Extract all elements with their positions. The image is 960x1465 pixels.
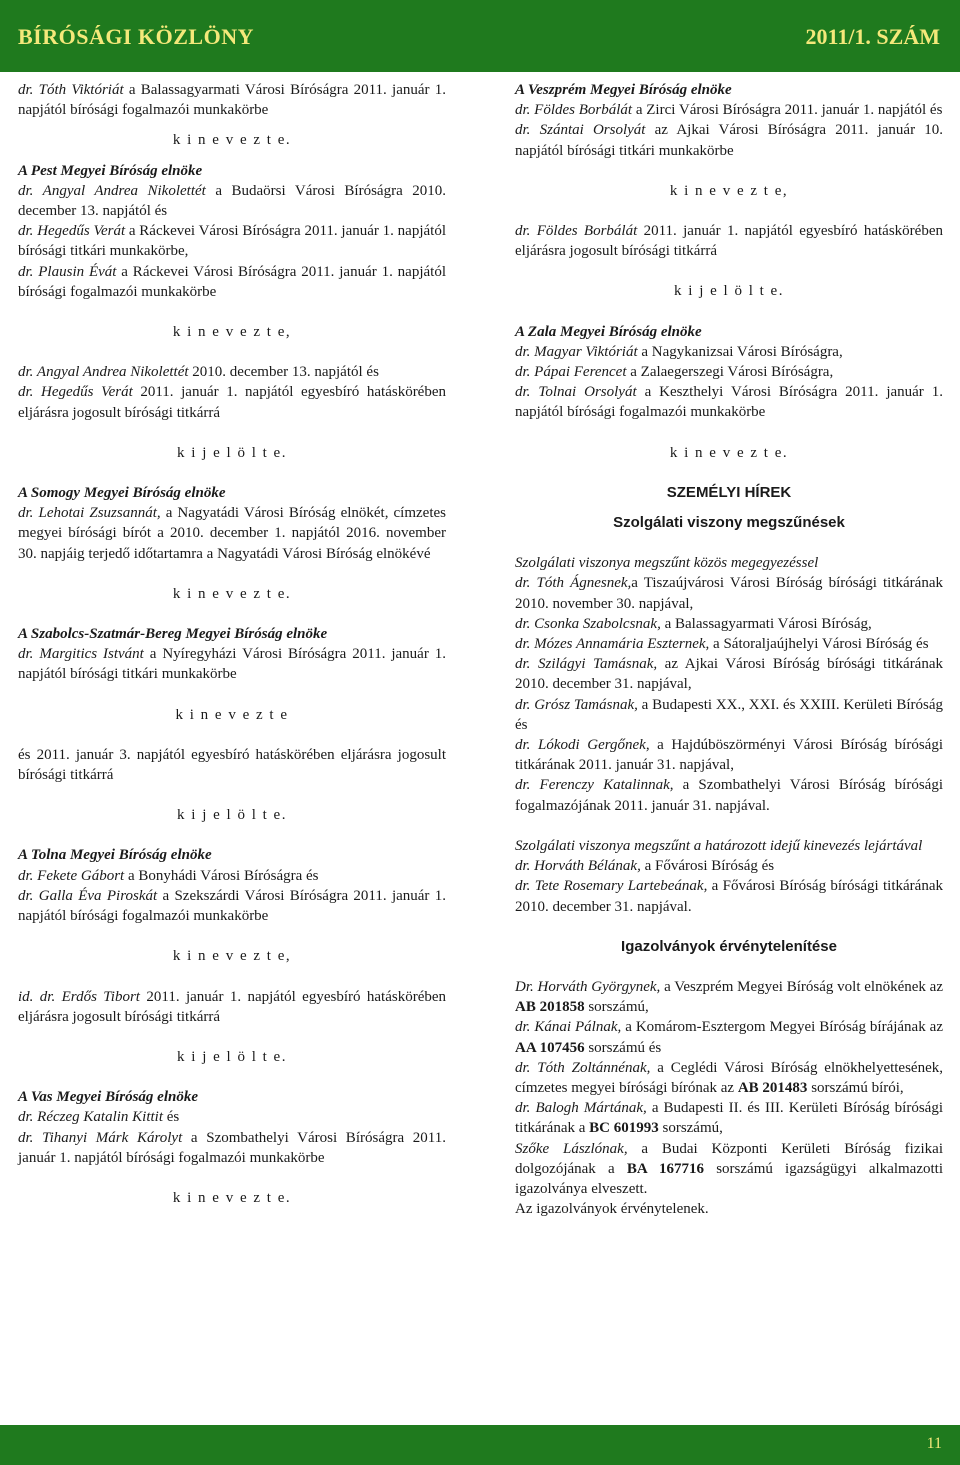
person-name: dr. Hegedűs Verát: [18, 384, 133, 401]
paragraph-text: a Nagykanizsai Városi Bíróságra,: [637, 343, 843, 360]
person-name: dr. Szántai Orsolyát: [515, 122, 646, 139]
person-name: dr. Pápai Ferencet: [515, 364, 627, 381]
person-name: Szőke Lászlónak,: [515, 1140, 628, 1157]
section-heading: A Veszprém Megyei Bíróság elnöke: [515, 82, 732, 98]
verb-line: k i n e v e z t e.: [172, 132, 292, 149]
paragraph: [515, 735, 943, 775]
paragraph: [18, 262, 446, 302]
paragraph: [515, 614, 943, 634]
paragraph: [515, 1098, 943, 1138]
person-name: dr. Mózes Annamária Eszternek,: [515, 636, 710, 653]
right-column: [515, 80, 943, 1219]
paragraph: [515, 775, 943, 815]
paragraph-text: a Budai Központi Kerületi Bíróság fizikai dolgozójának a: [515, 1140, 943, 1177]
person-name: dr. Csonka Szabolcsnak,: [515, 615, 661, 632]
paragraph-text: a Ráckevei Városi Bíróságra 2011. január 1. napjától bírósági titkári munkakörbe,: [18, 223, 446, 260]
paragraph-text: a Fővárosi Bíróság bírósági titkárának 2010. december 31. napjával.: [515, 878, 943, 915]
id-number: AB 201483: [737, 1079, 808, 1096]
person-name: dr. Horváth Bélának,: [515, 858, 641, 875]
person-name: dr. Lehotai Zsuzsannát,: [18, 505, 161, 522]
paragraph: [515, 120, 943, 160]
id-number: BC 601993: [589, 1120, 659, 1137]
person-name: dr. Földes Borbálát: [515, 223, 638, 240]
paragraph-text: 2011. január 1. napjától egyesbíró hatáskörében eljárásra jogosult bírósági titkárrá: [515, 223, 943, 260]
person-name: dr. Angyal Andrea Nikolettét: [18, 182, 206, 199]
paragraph: [515, 634, 943, 654]
paragraph-text: sorszámú,: [658, 1120, 723, 1137]
person-name: dr. Lókodi Gergőnek,: [515, 737, 650, 754]
paragraph-text: sorszámú igazságügyi alkalmazotti igazolványa elveszett.: [515, 1160, 944, 1197]
paragraph-text: a Balassagyarmati Városi Bíróságra 2011. január 1. napjától bírósági fogalmazói munkakörbe: [18, 82, 447, 119]
section-heading: A Vas Megyei Bíróság elnöke: [18, 1089, 199, 1106]
id-number: AB 201858: [515, 999, 585, 1016]
paragraph-text: sorszámú,: [584, 999, 649, 1016]
paragraph-text: a Balassagyarmati Városi Bíróság,: [660, 615, 872, 632]
paragraph-text: az Ajkai Városi Bíróság bírósági titkárának 2010. december 31. napjával,: [515, 656, 943, 693]
person-name: id. dr. Erdős Tibort: [18, 988, 140, 1005]
person-name: dr. Margitics Istvánt: [18, 646, 144, 663]
verb-line: k i j e l ö l t e.: [674, 283, 784, 300]
person-name: dr. Tete Rosemary Lartebeának,: [515, 878, 708, 895]
paragraph: [18, 644, 446, 684]
paragraph: [18, 382, 446, 422]
paragraph-text: a Ráckevei Városi Bíróságra 2011. január 1. napjától bírósági fogalmazói munkakörbe: [18, 263, 446, 300]
paragraph-text: 2011. január 1. napjától egyesbíró hatáskörében eljárásra jogosult bírósági titkárrá: [18, 384, 447, 421]
paragraph: [515, 695, 943, 735]
paragraph-text: a Zirci Városi Bíróságra 2011. január 1. napjától és: [632, 102, 943, 119]
person-name: dr. Grósz Tamásnak,: [515, 696, 638, 713]
paragraph: [18, 1107, 446, 1127]
paragraph-text: a Szombathelyi Városi Bíróságra 2011. január 1. napjától bírósági fogalmazói munkakörbe: [18, 1129, 446, 1166]
person-name: Dr. Horváth Györgynek,: [515, 978, 661, 995]
person-name: dr. Galla Éva Piroskát: [18, 887, 158, 904]
person-name: dr. Kánai Pálnak,: [515, 1019, 622, 1036]
paragraph-text: 2010. december 13. napjától és: [188, 364, 379, 381]
paragraph-text: a Nyíregyházi Városi Bíróságra 2011. január 1. napjától bírósági titkári munkakörbe: [18, 646, 447, 683]
section-heading: A Zala Megyei Bíróság elnöke: [515, 323, 702, 340]
person-name: dr. Balogh Mártának,: [515, 1100, 647, 1117]
paragraph-text: sorszámú bírói,: [807, 1079, 904, 1096]
paragraph-text: a Fővárosi Bíróság és: [640, 858, 775, 875]
section-heading: A Szabolcs-Szatmár-Bereg Megyei Bíróság elnöke: [18, 626, 328, 643]
paragraph: [515, 362, 943, 382]
verb-line: k i n e v e z t e,: [669, 182, 789, 199]
section-heading: A Pest Megyei Bíróság elnöke: [18, 162, 203, 179]
paragraph: [515, 573, 943, 613]
id-cards-title: Igazolványok érvénytelenítése: [621, 937, 837, 955]
person-name: dr. Tóth Viktóriát: [18, 82, 124, 98]
paragraph-text: a Ceglédi Városi Bíróság elnökhelyettesének, címzetes megyei bírósági bírónak az: [515, 1059, 943, 1096]
paragraph-text: a Tiszaújvárosi Városi Bíróság bírósági titkárának 2010. november 30. napjával,: [515, 575, 943, 612]
person-name: dr. Tihanyi Márk Károlyt: [18, 1129, 183, 1146]
paragraph: [515, 654, 943, 694]
paragraph: [18, 1128, 446, 1168]
subsection-title: Szolgálati viszonya megszűnt a határozott idejű kinevezés lejártával: [515, 837, 923, 854]
paragraph: [18, 80, 446, 120]
verb-line: k i n e v e z t e.: [669, 444, 789, 461]
paragraph: [18, 181, 446, 221]
paragraph: [515, 342, 943, 362]
paragraph: [515, 382, 943, 422]
person-name: dr. Plausin Évát: [18, 263, 117, 280]
person-name: dr. Hegedűs Verát: [18, 223, 126, 240]
verb-line: k i n e v e z t e,: [172, 948, 292, 965]
paragraph: [515, 977, 943, 1017]
verb-line: k i j e l ö l t e.: [177, 1048, 287, 1065]
verb-line: k i j e l ö l t e.: [177, 807, 287, 824]
person-name: dr. Fekete Gábort: [18, 867, 125, 884]
paragraph-text: a Komárom-Esztergom Megyei Bíróság bírájának az: [621, 1019, 943, 1036]
paragraph-text: a Sátoraljaújhelyi Városi Bíróság és: [709, 636, 929, 653]
paragraph-text: és: [163, 1109, 180, 1126]
person-name: dr. Szilágyi Tamásnak,: [515, 656, 658, 673]
paragraph-text: a Budapesti XX., XXI. és XXIII. Kerületi Bíróság és: [515, 696, 944, 733]
paragraph: [515, 100, 943, 120]
paragraph: [515, 1058, 943, 1098]
section-heading: A Somogy Megyei Bíróság elnöke: [18, 485, 226, 502]
paragraph: [515, 1017, 943, 1057]
page-footer: [0, 1425, 960, 1465]
person-name: dr. Tóth Zoltánnénak,: [515, 1059, 651, 1076]
paragraph: [515, 1139, 943, 1200]
personal-news-title: SZEMÉLYI HÍREK: [666, 483, 792, 501]
person-name: dr. Magyar Viktóriát: [515, 343, 638, 360]
page-number: 11: [926, 1435, 942, 1452]
person-name: dr. Tóth Ágnesnek,: [515, 575, 632, 592]
paragraph: [18, 866, 446, 886]
paragraph-text: a Hajdúböszörményi Városi Bíróság bírósági titkárának 2011. január 31. napjával,: [515, 737, 943, 774]
journal-title: BÍRÓSÁGI KÖZLÖNY: [18, 24, 254, 49]
person-name: dr. Földes Borbálát: [515, 102, 633, 119]
paragraph: [515, 876, 943, 916]
paragraph-text: 2011. január 1. napjától egyesbíró hatáskörében eljárásra jogosult bírósági titkárrá: [18, 988, 447, 1025]
paragraph-text: a Budapesti II. és III. Kerületi Bíróság bírósági titkárának a: [515, 1100, 943, 1137]
paragraph-text: az Ajkai Városi Bíróságra 2011. január 10. napjától bírósági titkári munkakörbe: [515, 122, 943, 159]
verb-line: k i n e v e z t e,: [172, 324, 292, 341]
verb-line: k i j e l ö l t e.: [177, 444, 287, 461]
verb-line: k i n e v e z t e: [175, 706, 289, 723]
paragraph: [18, 221, 446, 261]
paragraph-text: a Bonyhádi Városi Bíróságra és: [124, 867, 319, 884]
section-heading: A Tolna Megyei Bíróság elnöke: [18, 847, 212, 864]
page-header: [0, 0, 960, 72]
verb-line: k i n e v e z t e.: [172, 585, 292, 602]
person-name: dr. Réczeg Katalin Kittit: [18, 1109, 163, 1126]
paragraph: [515, 221, 943, 261]
person-name: dr. Angyal Andrea Nikolettét: [18, 364, 189, 381]
paragraph-text: a Budaörsi Városi Bíróságra 2010. december 13. napjától és: [18, 182, 446, 220]
id-number: AA 107456: [515, 1039, 585, 1056]
paragraph-text: a Szekszárdi Városi Bíróságra 2011. január 1. napjától bírósági fogalmazói munkakörbe: [18, 887, 446, 925]
issue-number: 2011/1. SZÁM: [805, 24, 940, 49]
paragraph-text: sorszámú és: [584, 1039, 662, 1056]
person-name: dr. Tolnai Orsolyát: [515, 384, 637, 401]
verb-line: k i n e v e z t e.: [172, 1189, 292, 1206]
terminations-title: Szolgálati viszony megszűnések: [613, 514, 845, 532]
paragraph: [18, 362, 446, 382]
subsection-title: Szolgálati viszonya megszűnt közös megegyezéssel: [515, 555, 819, 572]
paragraph: [18, 987, 446, 1027]
person-name: dr. Ferenczy Katalinnak,: [515, 777, 674, 794]
left-column: [18, 80, 446, 1208]
paragraph-text: a Nagyatádi Városi Bíróság elnökét, címzetes megyei bírósági bírót a 2010. december 1. napjától 2016. november 30. napjáig terjedő időtartamra a Nagyatádi Városi Bíróság elnökévé: [18, 505, 446, 562]
paragraph-text: a Szombathelyi Városi Bíróság bírósági fogalmazójának 2011. január 31. napjával.: [515, 777, 943, 814]
paragraph-text: a Zalaegerszegi Városi Bíróságra,: [626, 364, 834, 381]
paragraph: és 2011. január 3. napjától egyesbíró hatáskörében eljárásra jogosult bírósági titkárrá: [18, 746, 446, 784]
paragraph: [515, 856, 943, 876]
paragraph-text: a Keszthelyi Városi Bíróságra 2011. január 1. napjától bírósági fogalmazói munkakörbe: [515, 384, 943, 421]
paragraph: [18, 503, 446, 564]
closing-sentence: Az igazolványok érvénytelenek.: [515, 1201, 709, 1218]
paragraph: [18, 886, 446, 926]
id-number: BA 167716: [626, 1160, 705, 1177]
paragraph-text: a Veszprém Megyei Bíróság volt elnökének az: [660, 978, 943, 995]
